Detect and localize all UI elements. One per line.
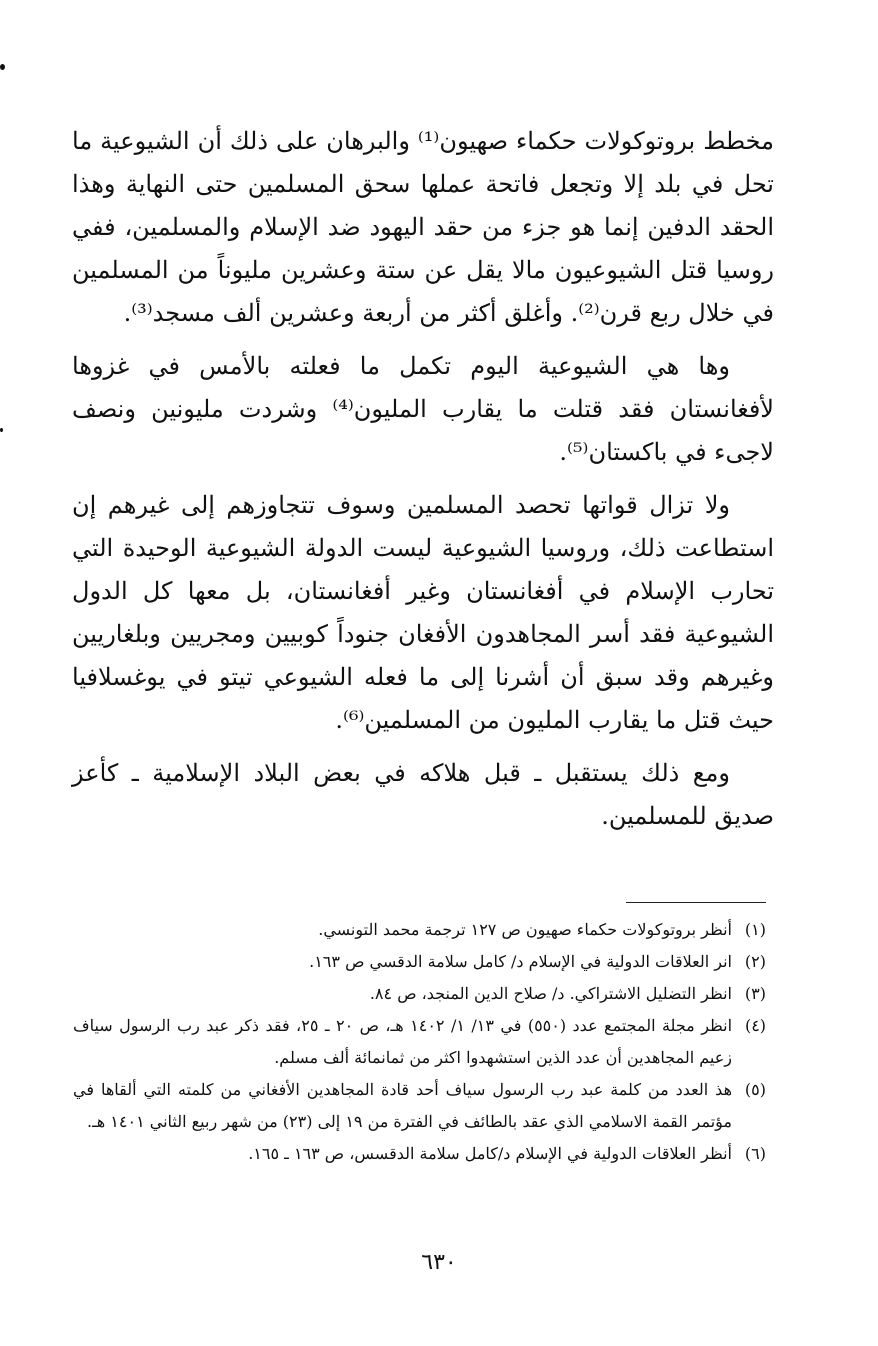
footnote-number: (٥) (744, 1080, 766, 1099)
page-number: ٦٣٠ (421, 1250, 457, 1275)
footnote (73, 1010, 766, 1074)
footnote-divider (626, 902, 766, 903)
footnote-number: (٦) (744, 1144, 766, 1163)
footnote-text: انظر مجلة المجتمع عدد (٥٥٠) في ١٣/ ١/ ١٤٠٢ هـ، ص ٢٠ ـ ٢٥، فقد ذكر عبد رب الرسول سياف زعيم المجاهدين أن عدد الذين استشهدوا اكثر من ثمانمائة ألف مسلم. (73, 1016, 733, 1067)
paragraph: مخطط بروتوكولات حكماء صهيون⁽¹⁾ والبرهان على ذلك أن الشيوعية ما تحل في بلد إلا وتجعل فاتحة عملها سحق المسلمين حتى النهاية وهذا الحقد الدفين إنما هو جزء من حقد اليهود ضد الإسلام والمسلمين، ففي روسيا قتل الشيوعيون مالا يقل عن ستة وعشرين مليوناً من المسلمين في خلال ربع قرن⁽²⁾. وأغلق أكثر من أربعة وعشرين ألف مسجد⁽³⁾. (72, 127, 775, 327)
footnote (73, 914, 766, 946)
footnote-text: أنظر بروتوكولات حكماء صهيون ص ١٢٧ ترجمة محمد التونسي. (318, 920, 732, 939)
footnote-number: (٢) (744, 952, 766, 971)
paragraph: وها هي الشيوعية اليوم تكمل ما فعلته بالأمس في غزوها لأفغانستان فقد قتلت ما يقارب المليون⁽⁴⁾ وشردت مليونين ونصف لاجىء في باكستان⁽⁵⁾. (72, 352, 774, 466)
footnotes (73, 914, 766, 1170)
scan-edge-mark (0, 428, 3, 432)
scan-edge-mark (0, 64, 5, 70)
footnote-text: انظر التضليل الاشتراكي. د/ صلاح الدين المنجد، ص ٨٤. (369, 984, 732, 1003)
footnote (73, 978, 766, 1010)
footnote (73, 1074, 766, 1138)
paragraph: ومع ذلك يستقبل ـ قبل هلاكه في بعض البلاد الإسلامية ـ كأعز صديق للمسلمين. (72, 759, 774, 830)
footnote-number: (٤) (744, 1016, 767, 1035)
footnote-number: (٣) (744, 984, 766, 1003)
footnote-text: انر العلاقات الدولية في الإسلام د/ كامل سلامة الدقسي ص ١٦٣. (309, 952, 732, 971)
footnote (73, 1138, 766, 1170)
footnote (73, 946, 766, 978)
footnote-text: أنظر العلاقات الدولية في الإسلام د/كامل سلامة الدقسس، ص ١٦٣ ـ ١٦٥. (248, 1144, 732, 1163)
body-text (72, 120, 774, 838)
paragraph: ولا تزال قواتها تحصد المسلمين وسوف تتجاوزهم إلى غيرهم إن استطاعت ذلك، وروسيا الشيوعية ليست الدولة الشيوعية الوحيدة التي تحارب الإسلام في أفغانستان وغير أفغانستان، بل معها كل الدول الشيوعية فقد أسر المجاهدون الأفغان جنوداً كوبيين ومجريين وبلغاريين وغيرهم وقد سبق أن أشرنا إلى ما فعله الشيوعي تيتو في يوغسلافيا حيث قتل ما يقارب المليون من المسلمين⁽⁶⁾. (72, 491, 774, 734)
footnote-number: (١) (744, 920, 766, 939)
footnote-text: هذ العدد من كلمة عبد رب الرسول سياف أحد قادة المجاهدين الأفغاني من كلمته التي ألقاها في مؤتمر القمة الاسلامي الذي عقد بالطائف في الفترة من ١٩ إلى (٢٣) من شهر ربيع الثاني ١٤٠١ هـ. (73, 1080, 732, 1131)
